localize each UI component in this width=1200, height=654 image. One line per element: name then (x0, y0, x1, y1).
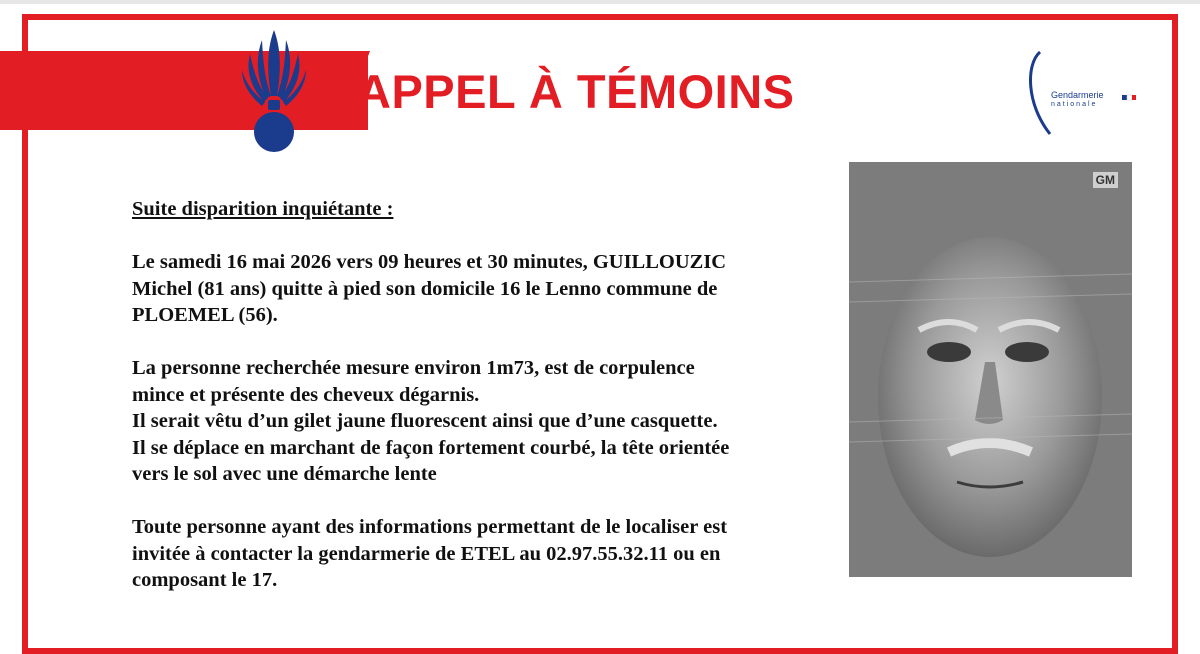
logo-subtitle: nationale (1051, 101, 1098, 108)
text-line: Toute personne ayant des informations permettant de le localiser est (132, 516, 728, 538)
flaming-grenade-icon (238, 26, 310, 154)
top-divider (0, 0, 1200, 4)
text-line: Il se déplace en marchant de façon fortement courbé, la tête orientée (132, 436, 730, 459)
text-line: invitée à contacter la gendarmerie de ETEL au 02.97.55.32.11 ou en (132, 542, 721, 565)
notice-heading: Suite disparition inquiétante : (132, 198, 394, 220)
text-line: Le samedi 16 mai 2026 vers 09 heures et 30 minutes, GUILLOUZIC (132, 251, 727, 273)
text-line: vers le sol avec une démarche lente (132, 463, 437, 485)
text-line: Il serait vêtu d’un gilet jaune fluorescent ainsi que d’une casquette. (132, 410, 718, 432)
header-red-band (0, 51, 368, 130)
page-title: APPEL À TÉMOINS (357, 65, 795, 118)
paragraph-contact (132, 514, 812, 594)
photo-watermark-tag: GM (1093, 172, 1118, 188)
notice-heading-paragraph (132, 196, 812, 223)
notice-text (132, 196, 812, 620)
text-line: mince et présente des cheveux dégarnis. (132, 383, 480, 406)
logo-name: Gendarmerie (1051, 90, 1104, 100)
text-line: La personne recherchée mesure environ 1m73, est de corpulence (132, 357, 695, 379)
text-line: Michel (81 ans) quitte à pied son domicile 16 le Lenno commune de (132, 277, 718, 300)
portrait-image (849, 162, 1132, 577)
text-line: composant le 17. (132, 569, 278, 591)
paragraph-description (132, 355, 812, 488)
missing-person-photo (849, 162, 1132, 577)
paragraph-disappearance (132, 249, 812, 329)
text-line: PLOEMEL (56). (132, 304, 278, 326)
